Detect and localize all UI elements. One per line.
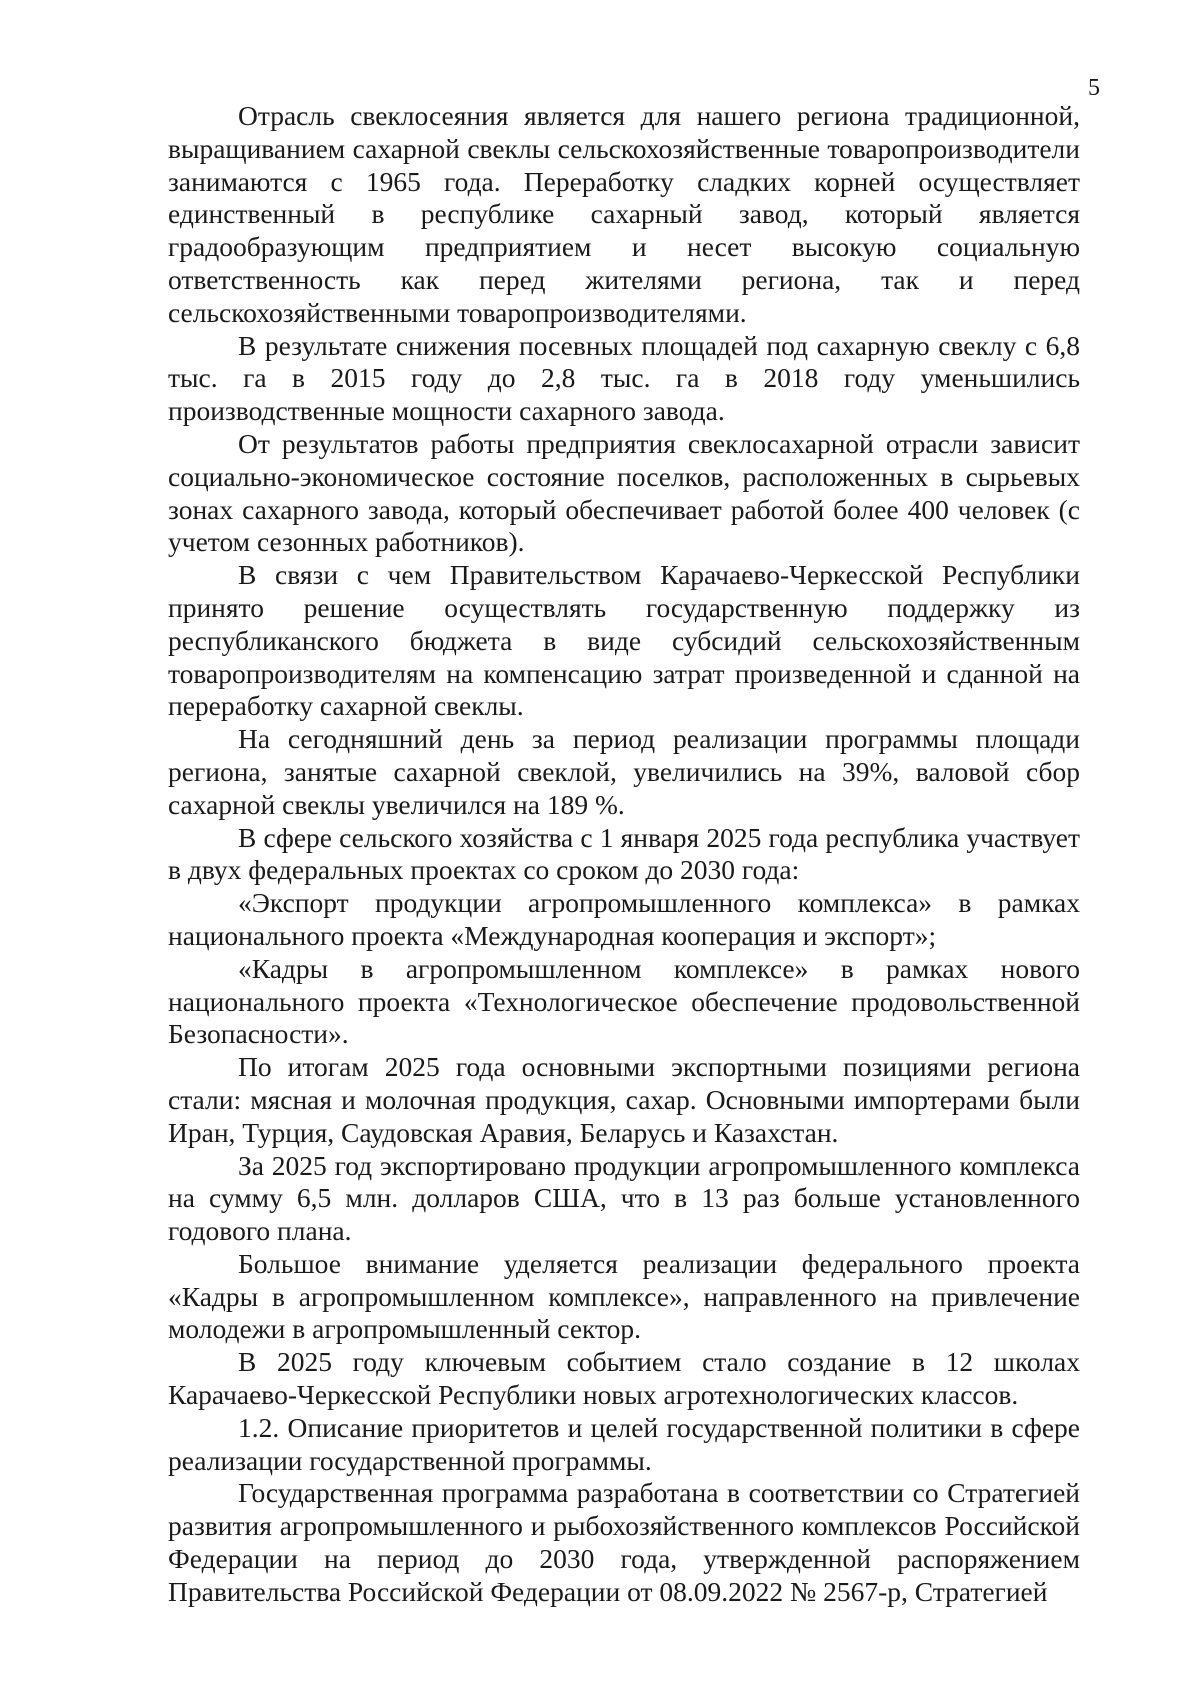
paragraph-sugar-beet-industry: Отрасль свеклосеяния является для нашего региона традиционной, выращиванием сахарной свеклы сельскохозяйственные товаропроизводители занимаются с 1965 года. Переработку сладких корней осуществляет единственный в республике сахарный завод, который является градообразующим предприятием и несет высокую социальную ответственность как перед жителями региона, так и перед сельскохозяйственными товаропроизводителями. xyxy=(168,100,1080,328)
paragraph-federal-projects: В сфере сельского хозяйства с 1 января 2025 года республика участвует в двух федеральных проектах со сроком до 2030 года: xyxy=(168,821,1080,886)
paragraph-agrotech-classes: В 2025 году ключевым событием стало создание в 12 школах Карачаево-Черкесской Республики новых агротехнологических классов. xyxy=(168,1346,1080,1411)
paragraph-socioeconomic-dependence: От результатов работы предприятия свеклосахарной отрасли зависит социально-экономическое состояние поселков, расположенных в сырьевых зонах сахарного завода, который обеспечивает работой более 400 человек (с учетом сезонных работников). xyxy=(168,427,1080,558)
paragraph-program-results: На сегодняшний день за период реализации программы площади региона, занятые сахарной свеклой, увеличились на 39%, валовой сбор сахарной свеклы увеличился на 189 %. xyxy=(168,723,1080,820)
paragraph-personnel-project: «Кадры в агропромышленном комплексе» в рамках нового национального проекта «Технологическое обеспечение продовольственной Безопасности». xyxy=(168,952,1080,1050)
page-number: 5 xyxy=(1088,75,1100,101)
paragraph-export-project: «Экспорт продукции агропромышленного комплекса» в рамках национального проекта «Международная кооперация и экспорт»; xyxy=(168,887,1080,951)
paragraph-export-positions: По итогам 2025 года основными экспортными позициями региона стали: мясная и молочная продукция, сахар. Основными импортерами были Иран, Турция, Саудовская Аравия, Беларусь и Казахстан. xyxy=(168,1051,1080,1148)
paragraph-sowing-area-decline: В результате снижения посевных площадей под сахарную свеклу с 6,8 тыс. га в 2015 году до 2,8 тыс. га в 2018 году уменьшились производственные мощности сахарного завода. xyxy=(168,329,1080,427)
paragraph-youth-attention: Большое внимание уделяется реализации федерального проекта «Кадры в агропромышленном комплексе», направленного на привлечение молодежи в агропромышленный сектор. xyxy=(168,1247,1080,1345)
paragraph-government-support: В связи с чем Правительством Карачаево-Черкесской Республики принято решение осуществлять государственную поддержку из республиканского бюджета в виде субсидий сельскохозяйственным товаропроизводителям на компенсацию затрат произведенной и сданной на переработку сахарной свеклы. xyxy=(168,559,1080,722)
section-heading-priorities: 1.2. Описание приоритетов и целей государственной политики в сфере реализации государственной программы. xyxy=(168,1411,1080,1476)
document-body xyxy=(168,100,1080,1609)
paragraph-program-strategy: Государственная программа разработана в соответствии со Стратегией развития агропромышленного и рыбохозяйственного комплексов Российской Федерации на период до 2030 года, утвержденной распоряжением Правительства Российской Федерации от 08.09.2022 № 2567-р, Стратегией xyxy=(168,1477,1080,1607)
paragraph-export-volume: За 2025 год экспортировано продукции агропромышленного комплекса на сумму 6,5 млн. долларов США, что в 13 раз больше установленного годового плана. xyxy=(168,1149,1080,1247)
